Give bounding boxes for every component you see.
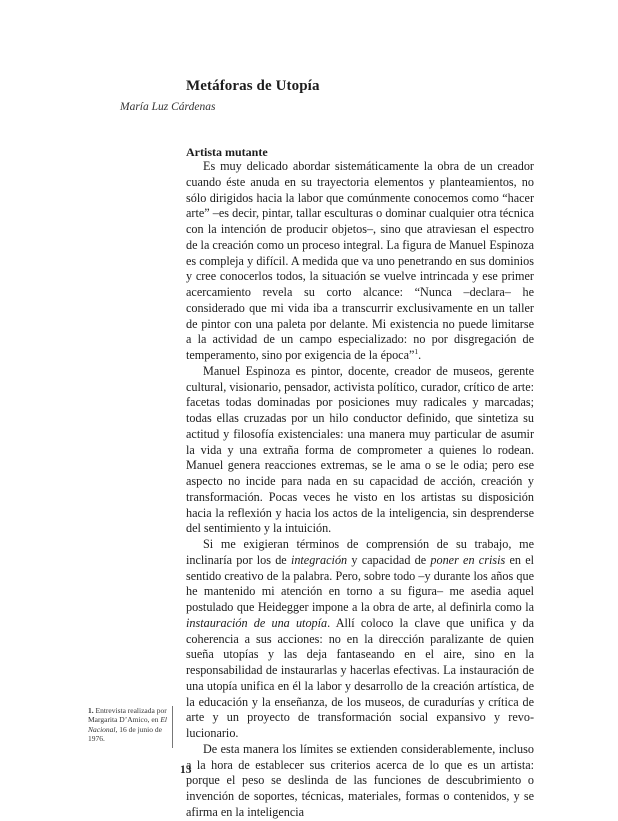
footnote-text: Entrevista realizada por Margarita D’Amico, en (88, 706, 167, 725)
paragraph-text: . Allí coloco la clave que unifica y da coherencia a sus acciones: no en la dirección paralizante de quien sueña utopías y las deja fantaseando en el aire, sino en la responsabilidad de instaurarlas y hacerlas efectivas. La instauración de una utopía unifica en él la labor y desarrollo de la creación artística, de la educación y la enseñanza, de los museos, de curadurías y crítica de arte y un proyecto de transformación social expansivo y revolucionario. (186, 615, 534, 740)
emphasis-text: integración (290, 552, 348, 567)
paragraph-text: De esta manera los límites se extienden considerablemente, incluso a la hora de establecer sus criterios acerca de lo que es un artista: porque el peso se deslinda de las funciones de descubrimiento o invención de soportes, técnicas, materiales, formas o contenidos, y se afirma en la inteligencia (186, 741, 534, 819)
page-number: 13 (180, 764, 192, 776)
footnote-text-end: , 16 de junio de 1976. (88, 724, 162, 744)
paragraph-text: en el sentido creativo de la palabra. Pero, sobre todo –y durante los años que he mantenido mi atención en torno a su figura– me asedia aquel postulado que Heidegger impone a la obra de arte, al definirla como la (186, 552, 534, 614)
footnote-number: 1. (88, 706, 94, 715)
emphasis-text: poner en crisis (430, 552, 506, 567)
paragraph-text: Es muy delicado abordar sistemáticamente la obra de un creador cuando éste anuda en su trayectoria elementos y planteamientos, no sólo dirigidos hacia la labor que comúnmente conocemos como “hacer arte” –es decir, pintar, tallar esculturas o dominar cualquier otra técnica con la intención de producir objetos–, sino que atraviesan el espectro de la creación como un proceso integral. La figura de Manuel Espinoza es compleja y difícil. A medida que va uno penetrando en sus dominios y cree conocerlos todos, la situación se vuelve intrincada y ese primer acercamiento revela su corto alcance: “Nunca –declara– he considerado que mi vida iba a transcurrir exclusivamente en un taller de pintor con una paleta por delante. Mi existencia no puede limitarse a la actividad de un campo especializado: no por disgregación de temperamento, sino por exigencia de la época” (186, 159, 534, 362)
article-title: Metáforas de Utopía (186, 78, 320, 94)
paragraph-text: Manuel Espinoza es pintor, docente, creador de museos, gerente cultural, visionario, pensador, activista político, curador, crítico de arte: facetas todas dominadas por posiciones muy radicales y marcadas; todas ellas cruzadas por un hilo conductor definido, que sintetiza su actitud y filosofía existenciales: una manera muy particular de asumir la vida y una extraña forma de comprometer a quienes lo rodean. Manuel genera reacciones extremas, se le ama o se le odia; pero ese aspecto no incide para nada en su capacidad de acción, creación y transformación. Pocas veces he visto en los artistas su disposición hacia la reflexión y hacia los actos de la inteligencia, sin desprenderse del sentimiento y la intuición. (186, 363, 534, 536)
paragraph (186, 364, 534, 537)
footnote-divider (172, 706, 173, 748)
section-heading: Artista mutante (186, 145, 268, 159)
footnote (88, 706, 168, 744)
footnote-reference: 1 (414, 346, 419, 356)
paragraph (186, 742, 534, 821)
article-author: María Luz Cárdenas (120, 101, 216, 113)
paragraph-text: . (418, 348, 422, 362)
footnote-source: El Nacional (88, 715, 168, 734)
paragraph-text: Si me exigieran términos de comprensión de su trabajo, me inclinaría por los de (186, 537, 534, 567)
article-body (186, 159, 534, 821)
paragraph (186, 537, 534, 742)
emphasis-text: instauración de una utopía (186, 615, 328, 630)
paragraph-text: y capacidad de (347, 552, 431, 567)
paragraph (186, 159, 534, 364)
